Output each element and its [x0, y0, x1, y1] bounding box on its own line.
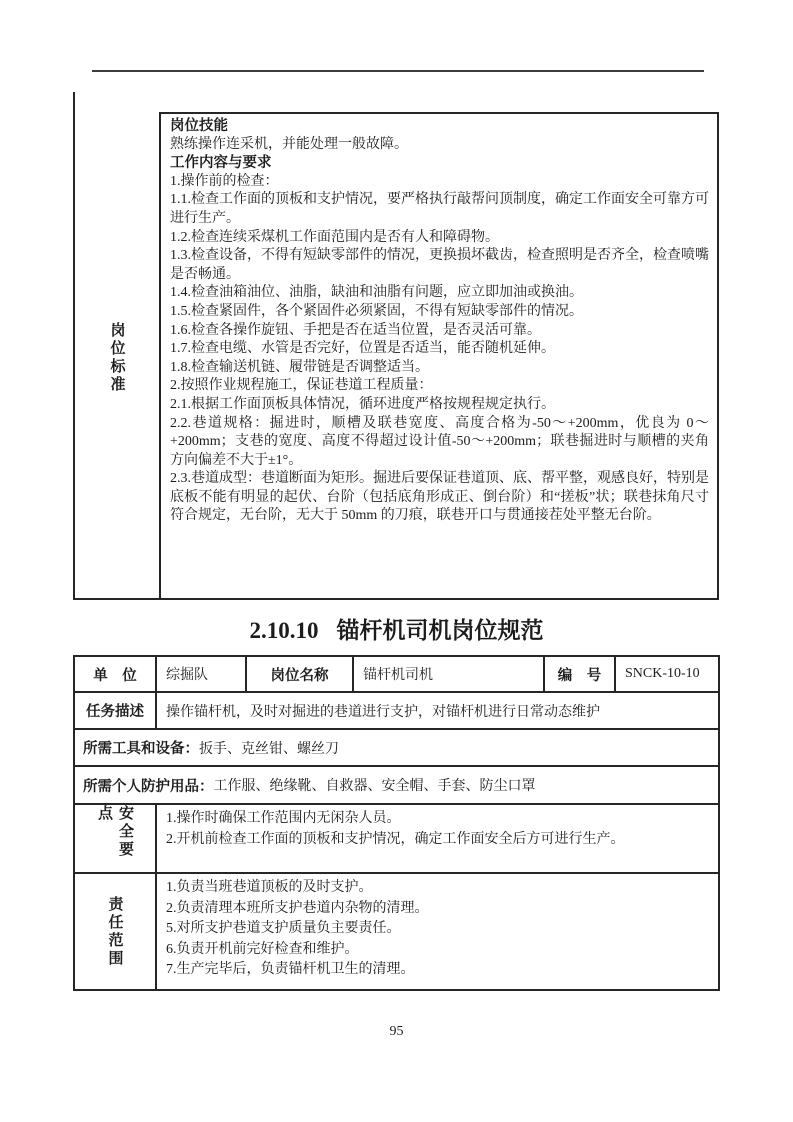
unit-value-cell: 综掘队 [157, 657, 247, 693]
job-standard-paragraph: 2.按照作业规程施工，保证巷道工程质量： [170, 378, 433, 394]
task-value-cell: 操作锚杆机，及时对掘进的巷道进行支护，对锚杆机进行日常动态维护 [157, 693, 720, 730]
duty-label-cell [75, 874, 157, 991]
table-row-tools [75, 730, 720, 767]
table-row-ppe [75, 767, 720, 805]
table-row-safety [75, 805, 720, 874]
job-standard-paragraph: 2.3.巷道成型：巷道断面为矩形。掘进后要保证巷道顶、底、帮平整，观感良好，特别是底板不能有明显的起伏、台阶（包括底角形成正、倒台阶）和“搓板”状；联巷抹角尺寸符合规定，无台阶，无大于 50mm 的刀痕，联巷开口与贯通接茬处平整无台阶。 [170, 471, 709, 524]
code-label-cell: 编 号 [545, 657, 616, 693]
ppe-label: 所需个人防护用品： [83, 778, 214, 795]
task-label-cell: 任务描述 [75, 693, 157, 730]
table-row-header [75, 657, 720, 693]
job-standard-paragraph: 1.4.检查油箱油位、油脂，缺油和油脂有问题，应立即加油或换油。 [170, 285, 583, 301]
unit-label-cell: 单 位 [75, 657, 157, 693]
job-standard-label: 岗位标准 [108, 322, 126, 394]
section-title [0, 615, 793, 646]
duty-line: 1.负责当班巷道顶板的及时支护。 [166, 880, 373, 895]
duty-line: 2.负责清理本班所支护巷道内杂物的清理。 [166, 900, 429, 916]
post-name-label-cell: 岗位名称 [247, 657, 354, 693]
duty-content-cell [157, 874, 720, 991]
ppe-cell [75, 767, 720, 805]
job-standard-paragraph: 熟练操作连采机，并能处理一般故障。 [170, 136, 408, 152]
job-standard-paragraph: 1.5.检查紧固件，各个紧固件必须紧固，不得有短缺零部件的情况。 [170, 303, 583, 319]
job-standard-paragraph: 工作内容与要求 [170, 155, 272, 172]
job-standard-paragraph: 岗位技能 [170, 118, 228, 134]
ppe-value: 工作服、绝缘靴、自救器、安全帽、手套、防尘口罩 [213, 779, 536, 794]
duty-label: 责任范围 [106, 895, 124, 968]
code-value-cell: SNCK-10-10 [616, 657, 720, 693]
duty-line: 6.负责开机前完好检查和维护。 [166, 941, 359, 957]
section-number: 2.10.10 [249, 618, 319, 643]
safety-line: 1.操作时确保工作范围内无闲杂人员。 [166, 811, 401, 826]
safety-line: 2.开机前检查工作面的顶板和支护情况，确定工作面安全后方可进行生产。 [166, 831, 625, 847]
safety-content-cell [157, 805, 720, 874]
job-spec-table [73, 655, 720, 991]
job-standard-paragraph: 1.1.检查工作面的顶板和支护情况，要严格执行敲帮问顶制度，确定工作面安全可靠方可进行生产。 [170, 192, 709, 226]
post-name-value-cell: 锚杆机司机 [354, 657, 545, 693]
duty-line: 7.生产完毕后，负责锚杆机卫生的清理。 [166, 962, 415, 977]
table-row-task [75, 693, 720, 730]
safety-label-cell [75, 805, 157, 874]
tools-cell [75, 730, 720, 767]
job-standard-content-cell [159, 112, 719, 600]
duty-line: 5.对所支护巷道支护质量负主要责任。 [166, 921, 401, 936]
tools-label: 所需工具和设备： [83, 741, 199, 757]
job-standard-paragraph: 2.1.根据工作面顶板具体情况，循环进度严格按规程规定执行。 [170, 396, 555, 412]
section-title-text: 锚杆机司机岗位规范 [336, 617, 544, 643]
safety-label: 安全要点 [96, 805, 134, 859]
tools-value: 扳手、克丝钳、螺丝刀 [199, 741, 339, 757]
table-row-duty [75, 874, 720, 991]
job-standard-paragraph: 1.操作前的检查： [170, 173, 279, 189]
job-standard-paragraph: 1.2.检查连续采煤机工作面范围内是否有人和障碍物。 [170, 229, 499, 245]
job-standard-paragraph: 1.7.检查电缆、水管是否完好，位置是否适当，能否随机延伸。 [170, 341, 555, 357]
job-standard-paragraph: 1.8.检查输送机链、履带链是否调整适当。 [170, 359, 429, 375]
page-number: 95 [389, 1024, 404, 1039]
header-rule [92, 70, 704, 72]
job-standard-label-cell [73, 92, 159, 600]
job-standard-paragraph: 1.3.检查设备，不得有短缺零部件的情况，更换损坏截齿，检查照明是否齐全，检查喷嘴是否畅通。 [170, 248, 709, 282]
job-standard-paragraph: 2.2.巷道规格：掘进时，顺槽及联巷宽度、高度合格为-50～+200mm，优良为 0～+200mm；支巷的宽度、高度不得超过设计值-50～+200mm；联巷掘进时与顺槽的夹角方向偏差不大于±1°。 [170, 415, 709, 468]
job-standard-paragraph: 1.6.检查各操作旋钮、手把是否在适当位置，是否灵活可靠。 [170, 322, 541, 338]
